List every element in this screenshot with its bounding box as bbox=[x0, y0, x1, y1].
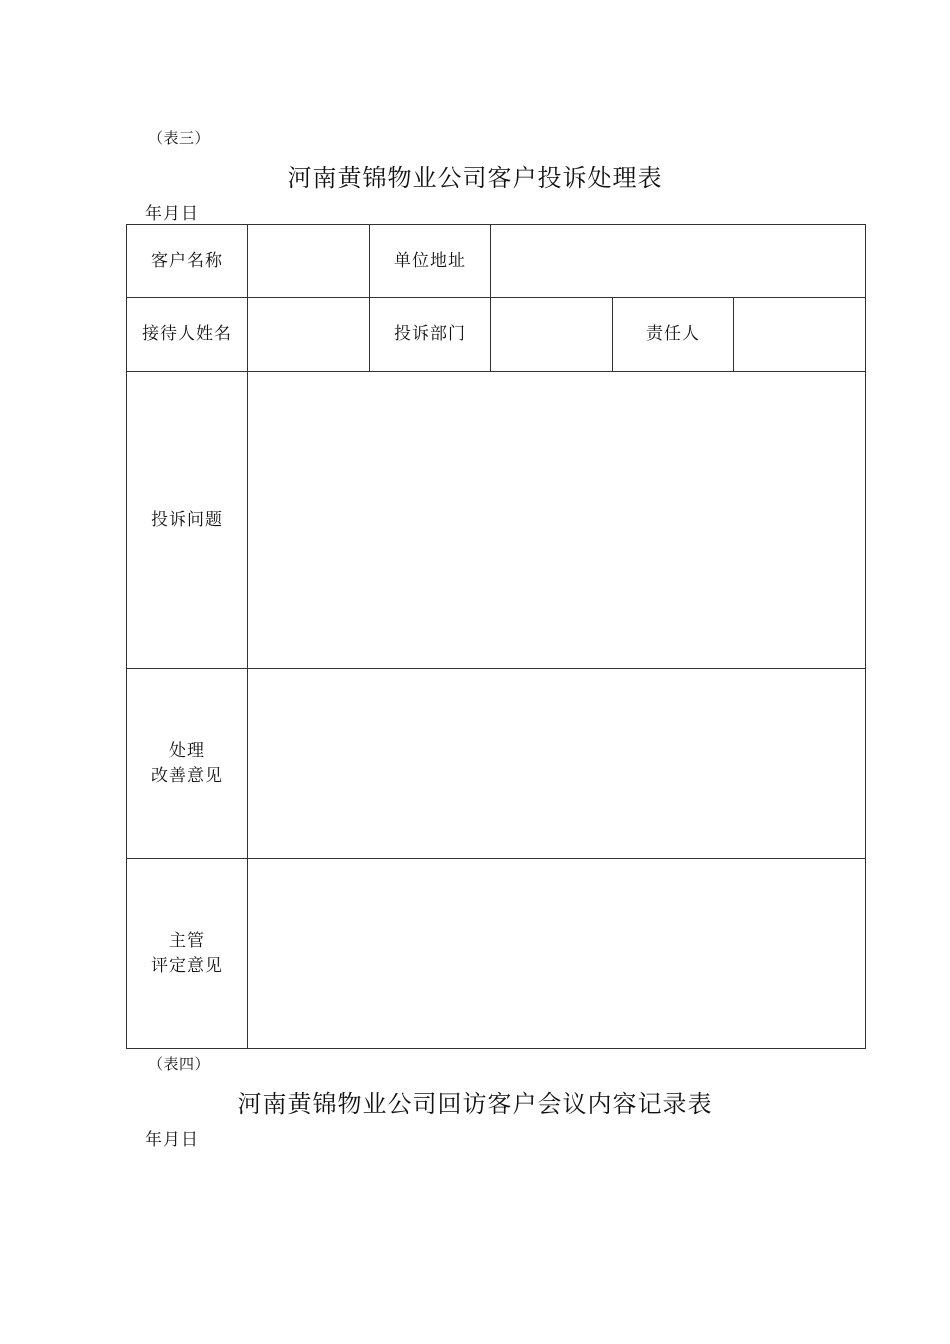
handling-opinion-line1: 处理 bbox=[169, 740, 205, 761]
customer-name-label: 客户名称 bbox=[127, 225, 248, 298]
receptionist-name-field[interactable] bbox=[248, 298, 370, 372]
table3-date-label: 年月日 bbox=[145, 204, 199, 224]
table4-title: 河南黄锦物业公司回访客户会议内容记录表 bbox=[237, 1090, 713, 1118]
responsible-person-field[interactable] bbox=[734, 298, 866, 372]
complaint-department-field[interactable] bbox=[491, 298, 613, 372]
supervisor-opinion-line1: 主管 bbox=[169, 930, 205, 951]
table4-date-label: 年月日 bbox=[145, 1130, 199, 1150]
receptionist-name-label: 接待人姓名 bbox=[127, 298, 248, 372]
table-row bbox=[127, 372, 866, 669]
supervisor-opinion-field[interactable] bbox=[248, 859, 866, 1049]
table3-title: 河南黄锦物业公司客户投诉处理表 bbox=[287, 164, 663, 192]
responsible-person-label: 责任人 bbox=[613, 298, 734, 372]
handling-opinion-field[interactable] bbox=[248, 669, 866, 859]
table-row bbox=[127, 225, 866, 298]
table-row bbox=[127, 859, 866, 1049]
complaint-form-table bbox=[126, 224, 866, 1049]
table3-label: （表三） bbox=[148, 129, 211, 147]
complaint-issue-field[interactable] bbox=[248, 372, 866, 669]
complaint-department-label: 投诉部门 bbox=[370, 298, 491, 372]
table-row bbox=[127, 669, 866, 859]
complaint-issue-label: 投诉问题 bbox=[127, 372, 248, 669]
unit-address-field[interactable] bbox=[491, 225, 866, 298]
handling-opinion-line2: 改善意见 bbox=[151, 765, 223, 786]
supervisor-opinion-line2: 评定意见 bbox=[151, 955, 223, 976]
customer-name-field[interactable] bbox=[248, 225, 370, 298]
supervisor-opinion-label bbox=[127, 859, 248, 1049]
table-row bbox=[127, 298, 866, 372]
handling-opinion-label bbox=[127, 669, 248, 859]
unit-address-label: 单位地址 bbox=[370, 225, 491, 298]
table4-label: （表四） bbox=[148, 1055, 211, 1073]
